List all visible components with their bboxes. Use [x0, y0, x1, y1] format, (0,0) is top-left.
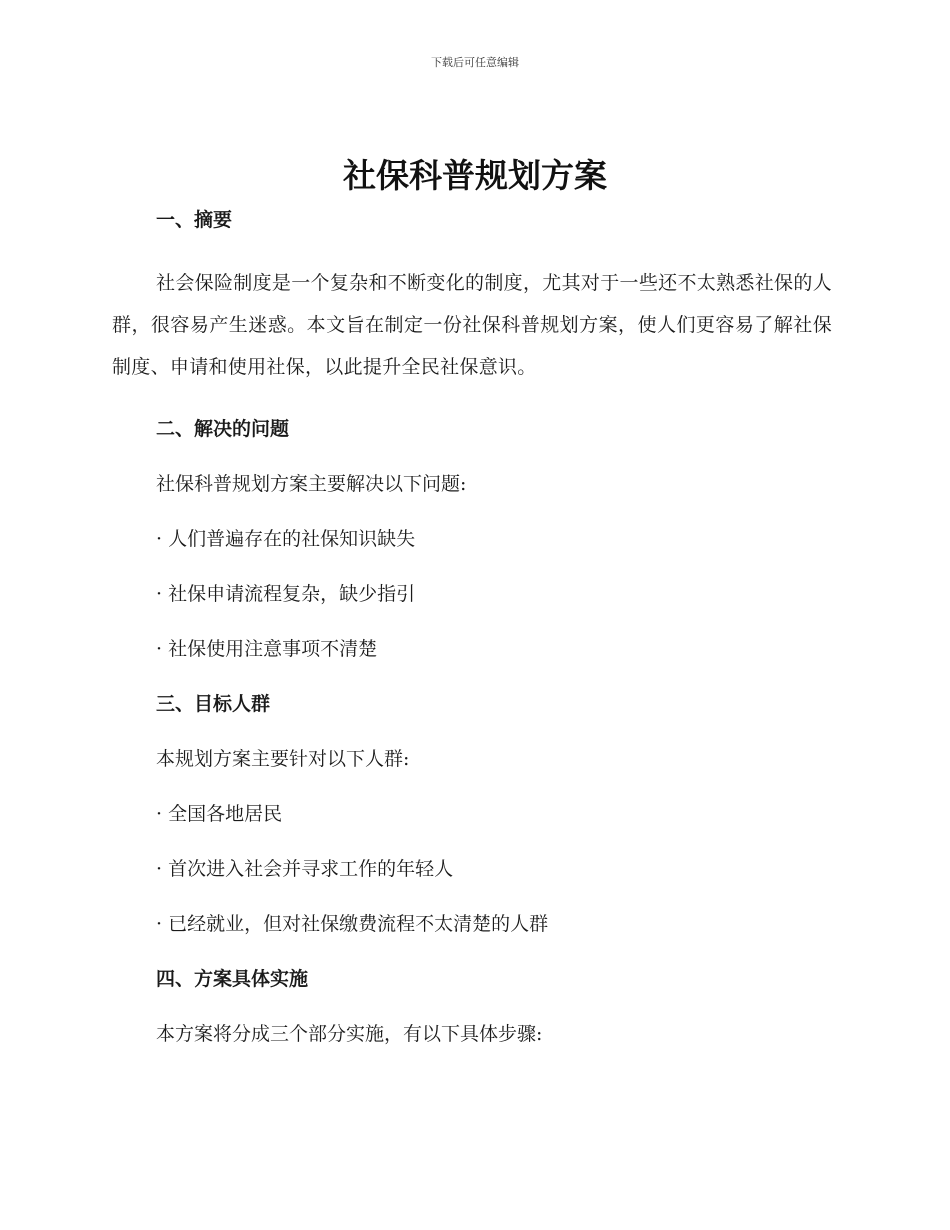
section-heading-implementation: 四、方案具体实施: [156, 968, 309, 990]
list-item: · 社保使用注意事项不清楚: [156, 638, 378, 660]
section-heading-target-audience: 三、目标人群: [156, 693, 271, 715]
section-heading-problems: 二、解决的问题: [156, 418, 290, 440]
list-item: · 人们普遍存在的社保知识缺失: [156, 528, 416, 550]
problems-intro: 社保科普规划方案主要解决以下问题:: [156, 473, 467, 495]
list-item: · 社保申请流程复杂，缺少指引: [156, 583, 416, 605]
audience-intro: 本规划方案主要针对以下人群:: [156, 748, 410, 770]
section-heading-summary: 一、摘要: [156, 209, 233, 231]
list-item: · 首次进入社会并寻求工作的年轻人: [156, 858, 454, 880]
list-item: · 已经就业，但对社保缴费流程不太清楚的人群: [156, 913, 549, 935]
list-item: · 全国各地居民: [156, 803, 283, 825]
header-note: 下载后可任意编辑: [431, 56, 519, 69]
summary-paragraph: 社会保险制度是一个复杂和不断变化的制度，尤其对于一些还不太熟悉社保的人群，很容易产生迷惑。本文旨在制定一份社保科普规划方案，使人们更容易了解社保制度、申请和使用社保，以此提升全民社保意识。: [112, 272, 832, 378]
document-title: 社保科普规划方案: [343, 156, 607, 195]
document-body: [112, 205, 832, 1049]
implementation-intro: 本方案将分成三个部分实施，有以下具体步骤:: [156, 1023, 543, 1045]
